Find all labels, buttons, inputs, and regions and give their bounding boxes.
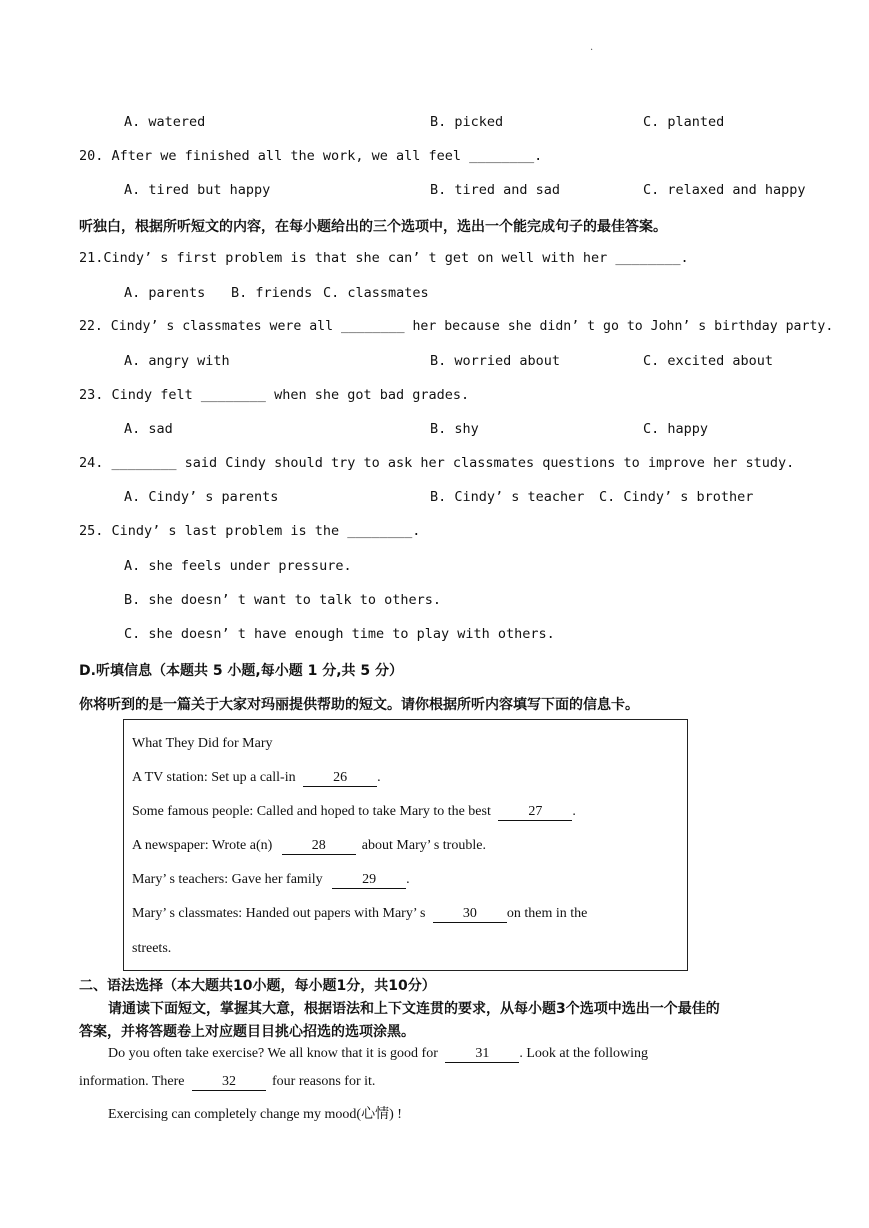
- blank-28[interactable]: 28: [282, 838, 356, 855]
- info-row-end: on them in the: [506, 906, 588, 921]
- blank-32[interactable]: 32: [192, 1074, 266, 1091]
- info-row-teachers: [132, 872, 410, 889]
- q22-option-b: B. worried about: [430, 353, 561, 369]
- section-two-instruction-line1: 请通读下面短文，掌握其大意，根据语法和上下文连贯的要求，从每小题3个选项中选出一个最佳的: [108, 1001, 720, 1017]
- info-row-label: A newspaper: Wrote a(n): [132, 838, 273, 853]
- passage-text: information. There: [79, 1074, 185, 1089]
- blank-29[interactable]: 29: [332, 872, 406, 889]
- passage-text: four reasons for it.: [272, 1074, 376, 1089]
- q25-option-a: A. she feels under pressure.: [124, 558, 352, 574]
- q23-stem: 23. Cindy felt ________ when she got bad grades.: [79, 387, 470, 403]
- page-marker: .: [590, 42, 594, 53]
- section-two-instruction-line2: 答案，并将答题卷上对应题目目挑心招选的选项涂黑。: [79, 1024, 415, 1040]
- info-row-famous-people: [132, 804, 576, 821]
- q23-option-b: B. shy: [430, 421, 479, 437]
- q20-stem: 20. After we finished all the work, we all feel ________.: [79, 148, 543, 164]
- q23-option-a: A. sad: [124, 421, 173, 437]
- info-row-label: Some famous people: Called and hoped to take Mary to the best: [132, 804, 491, 819]
- info-row-classmates: [132, 906, 587, 923]
- info-row-end: .: [377, 770, 381, 785]
- passage-line-1: [108, 1046, 648, 1063]
- info-row-end: .: [572, 804, 576, 819]
- info-row-label: A TV station: Set up a call-in: [132, 770, 296, 785]
- blank-27[interactable]: 27: [498, 804, 572, 821]
- q24-option-b: B. Cindy’ s teacher: [430, 489, 585, 505]
- info-card-title: What They Did for Mary: [132, 736, 273, 751]
- info-card: [123, 719, 688, 971]
- passage-text: Do you often take exercise? We all know that it is good for: [108, 1046, 438, 1061]
- monologue-instruction: 听独白，根据所听短文的内容，在每小题给出的三个选项中，选出一个能完成句子的最佳答案。: [79, 219, 667, 235]
- section-two-title: 二、语法选择（本大题共10小题，每小题1分，共10分）: [79, 978, 436, 994]
- q20-option-b: B. tired and sad: [430, 182, 561, 198]
- q25-stem: 25. Cindy’ s last problem is the ________.: [79, 523, 421, 539]
- q22-option-a: A. angry with: [124, 353, 230, 369]
- info-row-label: Mary’ s classmates: Handed out papers with Mary’ s: [132, 906, 426, 921]
- q23-option-c: C. happy: [643, 421, 709, 437]
- blank-30[interactable]: 30: [433, 906, 507, 923]
- section-d-instruction: 你将听到的是一篇关于大家对玛丽提供帮助的短文。请你根据所听内容填写下面的信息卡。: [79, 697, 639, 713]
- q22-stem: 22. Cindy’ s classmates were all ________ her because she didn’ t go to John’ s birthday party.: [79, 319, 834, 334]
- info-row-tv-station: [132, 770, 381, 787]
- info-row-newspaper: [132, 838, 486, 855]
- q24-stem: 24. ________ said Cindy should try to ask her classmates questions to improve her study.: [79, 455, 795, 471]
- blank-26[interactable]: 26: [303, 770, 377, 787]
- q24-option-c: C. Cindy’ s brother: [599, 489, 754, 505]
- q20-option-a: A. tired but happy: [124, 182, 271, 198]
- q19-option-a: A. watered: [124, 114, 206, 130]
- info-row-end: about Mary’ s trouble.: [361, 838, 486, 853]
- q21-option-c: C. classmates: [323, 285, 429, 301]
- info-row-classmates-cont: streets.: [132, 941, 172, 956]
- passage-text: . Look at the following: [519, 1046, 649, 1061]
- info-row-label: Mary’ s teachers: Gave her family: [132, 872, 323, 887]
- q21-option-b: B. friends: [231, 285, 313, 301]
- info-row-end: .: [406, 872, 410, 887]
- q21-stem: 21.Cindy’ s first problem is that she can’ t get on well with her ________.: [79, 250, 689, 266]
- q25-option-c: C. she doesn’ t have enough time to play with others.: [124, 626, 555, 642]
- q21-option-a: A. parents: [124, 285, 206, 301]
- q25-option-b: B. she doesn’ t want to talk to others.: [124, 592, 441, 608]
- q22-option-c: C. excited about: [643, 353, 774, 369]
- q24-option-a: A. Cindy’ s parents: [124, 489, 279, 505]
- passage-line-3: Exercising can completely change my mood(心情) !: [108, 1107, 402, 1122]
- q20-option-c: C. relaxed and happy: [643, 182, 806, 198]
- q19-option-c: C. planted: [643, 114, 725, 130]
- blank-31[interactable]: 31: [445, 1046, 519, 1063]
- section-d-title: D.听填信息（本题共 5 小题,每小题 1 分,共 5 分）: [79, 663, 404, 679]
- passage-line-2: [79, 1074, 375, 1091]
- q19-option-b: B. picked: [430, 114, 504, 130]
